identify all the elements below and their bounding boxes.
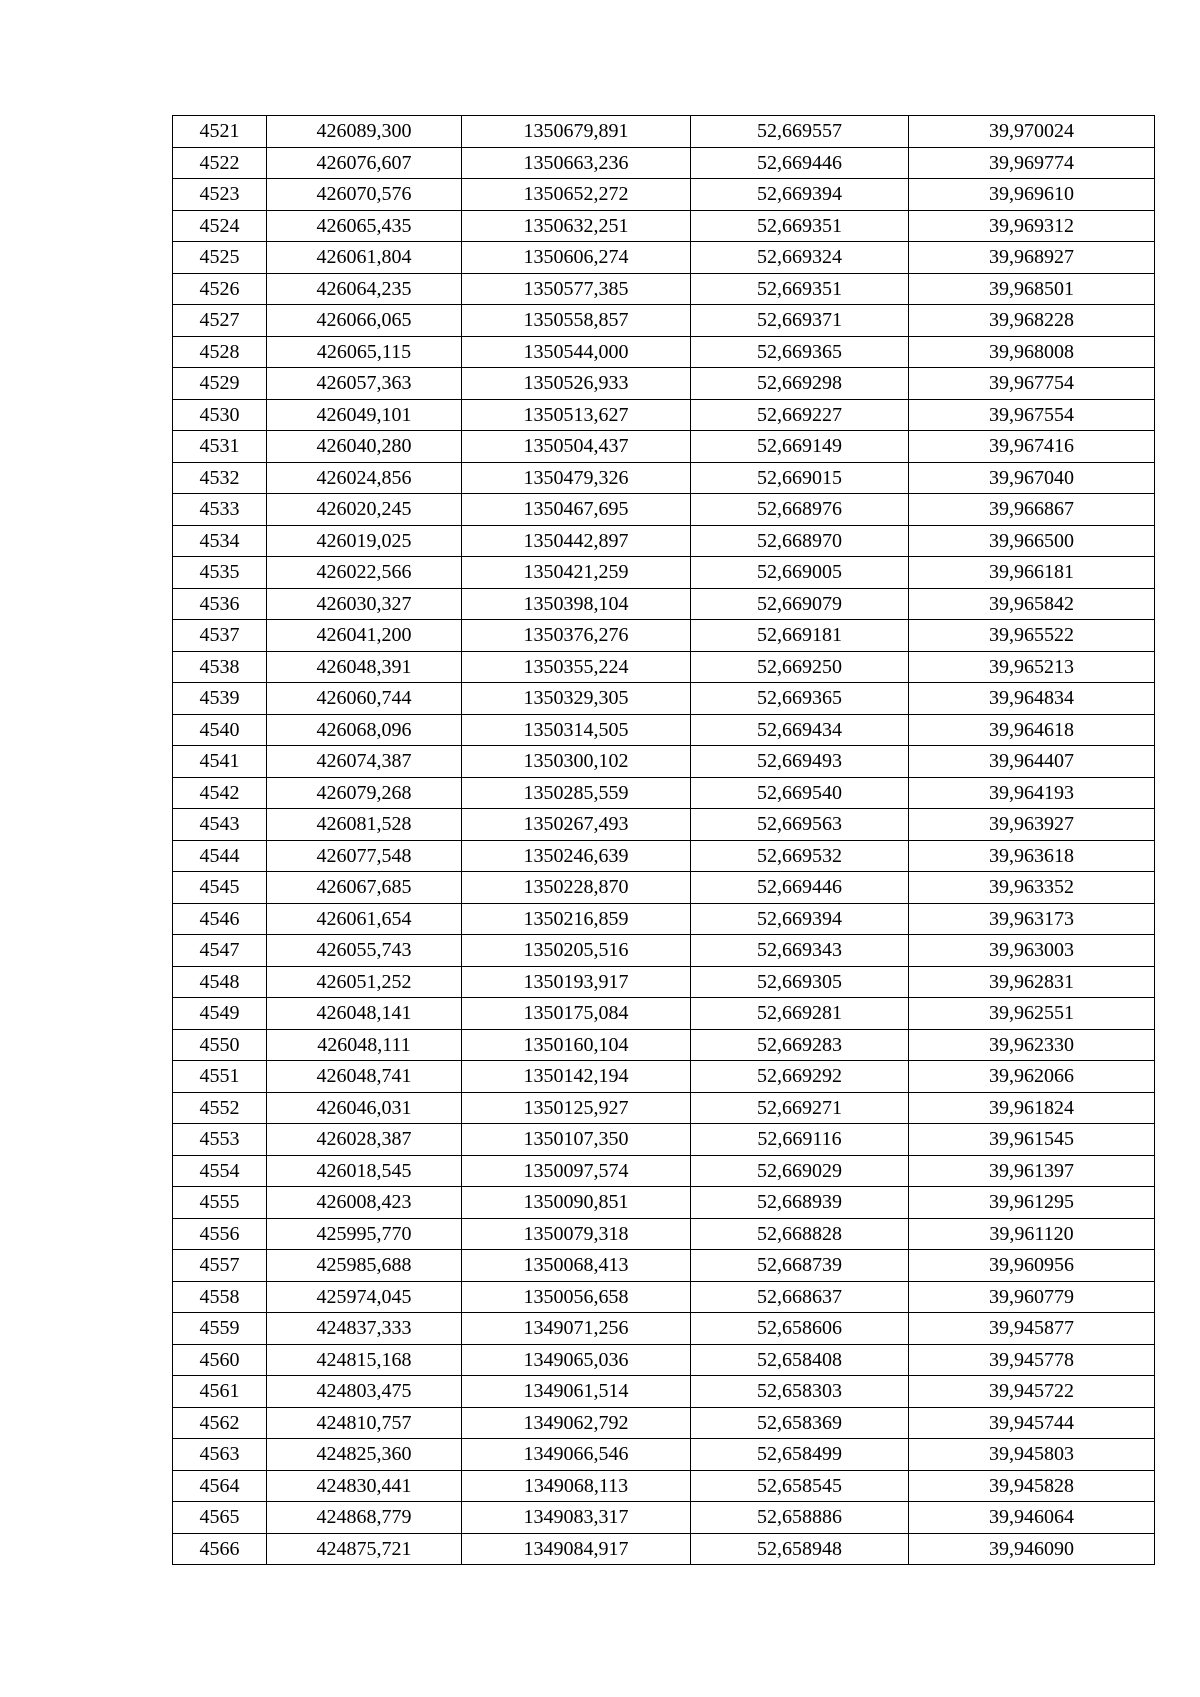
table-row xyxy=(173,431,1155,463)
y-coordinate-cell: 1350376,276 xyxy=(462,620,691,652)
latitude-cell: 52,669149 xyxy=(691,431,909,463)
x-coordinate-cell: 426048,391 xyxy=(267,651,462,683)
longitude-cell: 39,945828 xyxy=(909,1470,1155,1502)
point-number-cell: 4550 xyxy=(173,1029,267,1061)
point-number-cell: 4523 xyxy=(173,179,267,211)
y-coordinate-cell: 1350107,350 xyxy=(462,1124,691,1156)
table-row xyxy=(173,1124,1155,1156)
table-row xyxy=(173,1502,1155,1534)
x-coordinate-cell: 426018,545 xyxy=(267,1155,462,1187)
table-row xyxy=(173,557,1155,589)
table-row xyxy=(173,1187,1155,1219)
table-row xyxy=(173,494,1155,526)
latitude-cell: 52,658886 xyxy=(691,1502,909,1534)
x-coordinate-cell: 426049,101 xyxy=(267,399,462,431)
y-coordinate-cell: 1350513,627 xyxy=(462,399,691,431)
point-number-cell: 4538 xyxy=(173,651,267,683)
latitude-cell: 52,669371 xyxy=(691,305,909,337)
latitude-cell: 52,668970 xyxy=(691,525,909,557)
latitude-cell: 52,658499 xyxy=(691,1439,909,1471)
point-number-cell: 4562 xyxy=(173,1407,267,1439)
table-row xyxy=(173,809,1155,841)
y-coordinate-cell: 1350160,104 xyxy=(462,1029,691,1061)
y-coordinate-cell: 1350355,224 xyxy=(462,651,691,683)
point-number-cell: 4543 xyxy=(173,809,267,841)
x-coordinate-cell: 425985,688 xyxy=(267,1250,462,1282)
y-coordinate-cell: 1350285,559 xyxy=(462,777,691,809)
y-coordinate-cell: 1350526,933 xyxy=(462,368,691,400)
x-coordinate-cell: 426040,280 xyxy=(267,431,462,463)
table-row xyxy=(173,651,1155,683)
table-row xyxy=(173,714,1155,746)
latitude-cell: 52,669351 xyxy=(691,273,909,305)
longitude-cell: 39,962551 xyxy=(909,998,1155,1030)
y-coordinate-cell: 1350216,859 xyxy=(462,903,691,935)
table-row xyxy=(173,588,1155,620)
y-coordinate-cell: 1349084,917 xyxy=(462,1533,691,1565)
latitude-cell: 52,668976 xyxy=(691,494,909,526)
x-coordinate-cell: 426089,300 xyxy=(267,116,462,148)
y-coordinate-cell: 1349062,792 xyxy=(462,1407,691,1439)
longitude-cell: 39,962330 xyxy=(909,1029,1155,1061)
x-coordinate-cell: 424875,721 xyxy=(267,1533,462,1565)
x-coordinate-cell: 426065,115 xyxy=(267,336,462,368)
y-coordinate-cell: 1350577,385 xyxy=(462,273,691,305)
x-coordinate-cell: 426066,065 xyxy=(267,305,462,337)
longitude-cell: 39,964618 xyxy=(909,714,1155,746)
point-number-cell: 4526 xyxy=(173,273,267,305)
y-coordinate-cell: 1350329,305 xyxy=(462,683,691,715)
x-coordinate-cell: 426008,423 xyxy=(267,1187,462,1219)
latitude-cell: 52,658545 xyxy=(691,1470,909,1502)
longitude-cell: 39,961545 xyxy=(909,1124,1155,1156)
y-coordinate-cell: 1350442,897 xyxy=(462,525,691,557)
y-coordinate-cell: 1350467,695 xyxy=(462,494,691,526)
longitude-cell: 39,964193 xyxy=(909,777,1155,809)
y-coordinate-cell: 1350097,574 xyxy=(462,1155,691,1187)
table-row xyxy=(173,273,1155,305)
x-coordinate-cell: 426028,387 xyxy=(267,1124,462,1156)
table-row xyxy=(173,840,1155,872)
x-coordinate-cell: 426070,576 xyxy=(267,179,462,211)
longitude-cell: 39,964834 xyxy=(909,683,1155,715)
longitude-cell: 39,945744 xyxy=(909,1407,1155,1439)
latitude-cell: 52,669250 xyxy=(691,651,909,683)
point-number-cell: 4563 xyxy=(173,1439,267,1471)
longitude-cell: 39,961120 xyxy=(909,1218,1155,1250)
point-number-cell: 4533 xyxy=(173,494,267,526)
table-row xyxy=(173,242,1155,274)
point-number-cell: 4544 xyxy=(173,840,267,872)
y-coordinate-cell: 1350544,000 xyxy=(462,336,691,368)
point-number-cell: 4536 xyxy=(173,588,267,620)
x-coordinate-cell: 426046,031 xyxy=(267,1092,462,1124)
table-row xyxy=(173,1407,1155,1439)
latitude-cell: 52,669005 xyxy=(691,557,909,589)
point-number-cell: 4541 xyxy=(173,746,267,778)
table-row xyxy=(173,1470,1155,1502)
x-coordinate-cell: 426057,363 xyxy=(267,368,462,400)
table-row xyxy=(173,305,1155,337)
latitude-cell: 52,669394 xyxy=(691,903,909,935)
point-number-cell: 4542 xyxy=(173,777,267,809)
table-row xyxy=(173,179,1155,211)
y-coordinate-cell: 1350079,318 xyxy=(462,1218,691,1250)
y-coordinate-cell: 1350314,505 xyxy=(462,714,691,746)
x-coordinate-cell: 424825,360 xyxy=(267,1439,462,1471)
y-coordinate-cell: 1350558,857 xyxy=(462,305,691,337)
point-number-cell: 4565 xyxy=(173,1502,267,1534)
x-coordinate-cell: 426030,327 xyxy=(267,588,462,620)
y-coordinate-cell: 1349083,317 xyxy=(462,1502,691,1534)
table-row xyxy=(173,683,1155,715)
y-coordinate-cell: 1350205,516 xyxy=(462,935,691,967)
latitude-cell: 52,669305 xyxy=(691,966,909,998)
point-number-cell: 4527 xyxy=(173,305,267,337)
point-number-cell: 4548 xyxy=(173,966,267,998)
longitude-cell: 39,963173 xyxy=(909,903,1155,935)
y-coordinate-cell: 1350679,891 xyxy=(462,116,691,148)
point-number-cell: 4566 xyxy=(173,1533,267,1565)
longitude-cell: 39,969610 xyxy=(909,179,1155,211)
y-coordinate-cell: 1350228,870 xyxy=(462,872,691,904)
latitude-cell: 52,658369 xyxy=(691,1407,909,1439)
x-coordinate-cell: 426048,141 xyxy=(267,998,462,1030)
latitude-cell: 52,658303 xyxy=(691,1376,909,1408)
point-number-cell: 4524 xyxy=(173,210,267,242)
latitude-cell: 52,658606 xyxy=(691,1313,909,1345)
y-coordinate-cell: 1350267,493 xyxy=(462,809,691,841)
latitude-cell: 52,669116 xyxy=(691,1124,909,1156)
latitude-cell: 52,658948 xyxy=(691,1533,909,1565)
coordinates-table xyxy=(172,115,1155,1565)
x-coordinate-cell: 426019,025 xyxy=(267,525,462,557)
latitude-cell: 52,669298 xyxy=(691,368,909,400)
y-coordinate-cell: 1350479,326 xyxy=(462,462,691,494)
longitude-cell: 39,945877 xyxy=(909,1313,1155,1345)
point-number-cell: 4549 xyxy=(173,998,267,1030)
point-number-cell: 4546 xyxy=(173,903,267,935)
y-coordinate-cell: 1350652,272 xyxy=(462,179,691,211)
point-number-cell: 4547 xyxy=(173,935,267,967)
table-row xyxy=(173,1344,1155,1376)
latitude-cell: 52,669446 xyxy=(691,147,909,179)
table-row xyxy=(173,777,1155,809)
longitude-cell: 39,966181 xyxy=(909,557,1155,589)
x-coordinate-cell: 426060,744 xyxy=(267,683,462,715)
longitude-cell: 39,967554 xyxy=(909,399,1155,431)
longitude-cell: 39,945722 xyxy=(909,1376,1155,1408)
longitude-cell: 39,968228 xyxy=(909,305,1155,337)
longitude-cell: 39,965213 xyxy=(909,651,1155,683)
x-coordinate-cell: 425974,045 xyxy=(267,1281,462,1313)
latitude-cell: 52,669557 xyxy=(691,116,909,148)
longitude-cell: 39,969774 xyxy=(909,147,1155,179)
table-row xyxy=(173,1061,1155,1093)
table-row xyxy=(173,746,1155,778)
x-coordinate-cell: 426024,856 xyxy=(267,462,462,494)
table-row xyxy=(173,620,1155,652)
point-number-cell: 4529 xyxy=(173,368,267,400)
latitude-cell: 52,669015 xyxy=(691,462,909,494)
y-coordinate-cell: 1350175,084 xyxy=(462,998,691,1030)
coordinates-table-body xyxy=(173,116,1155,1565)
longitude-cell: 39,966867 xyxy=(909,494,1155,526)
latitude-cell: 52,669540 xyxy=(691,777,909,809)
longitude-cell: 39,967416 xyxy=(909,431,1155,463)
longitude-cell: 39,961824 xyxy=(909,1092,1155,1124)
point-number-cell: 4537 xyxy=(173,620,267,652)
x-coordinate-cell: 426061,654 xyxy=(267,903,462,935)
y-coordinate-cell: 1350246,639 xyxy=(462,840,691,872)
table-row xyxy=(173,935,1155,967)
point-number-cell: 4534 xyxy=(173,525,267,557)
point-number-cell: 4521 xyxy=(173,116,267,148)
longitude-cell: 39,963003 xyxy=(909,935,1155,967)
x-coordinate-cell: 426081,528 xyxy=(267,809,462,841)
point-number-cell: 4522 xyxy=(173,147,267,179)
table-row xyxy=(173,1092,1155,1124)
point-number-cell: 4555 xyxy=(173,1187,267,1219)
y-coordinate-cell: 1350056,658 xyxy=(462,1281,691,1313)
table-row xyxy=(173,525,1155,557)
y-coordinate-cell: 1350142,194 xyxy=(462,1061,691,1093)
point-number-cell: 4558 xyxy=(173,1281,267,1313)
table-row xyxy=(173,1250,1155,1282)
longitude-cell: 39,969312 xyxy=(909,210,1155,242)
point-number-cell: 4556 xyxy=(173,1218,267,1250)
latitude-cell: 52,669365 xyxy=(691,336,909,368)
y-coordinate-cell: 1349071,256 xyxy=(462,1313,691,1345)
table-row xyxy=(173,1155,1155,1187)
point-number-cell: 4539 xyxy=(173,683,267,715)
latitude-cell: 52,669434 xyxy=(691,714,909,746)
point-number-cell: 4552 xyxy=(173,1092,267,1124)
table-row xyxy=(173,872,1155,904)
point-number-cell: 4557 xyxy=(173,1250,267,1282)
longitude-cell: 39,961295 xyxy=(909,1187,1155,1219)
x-coordinate-cell: 426048,111 xyxy=(267,1029,462,1061)
latitude-cell: 52,669227 xyxy=(691,399,909,431)
y-coordinate-cell: 1349066,546 xyxy=(462,1439,691,1471)
longitude-cell: 39,945803 xyxy=(909,1439,1155,1471)
longitude-cell: 39,962831 xyxy=(909,966,1155,998)
longitude-cell: 39,964407 xyxy=(909,746,1155,778)
table-row xyxy=(173,368,1155,400)
x-coordinate-cell: 424868,779 xyxy=(267,1502,462,1534)
longitude-cell: 39,962066 xyxy=(909,1061,1155,1093)
latitude-cell: 52,669181 xyxy=(691,620,909,652)
x-coordinate-cell: 426065,435 xyxy=(267,210,462,242)
table-row xyxy=(173,1029,1155,1061)
point-number-cell: 4525 xyxy=(173,242,267,274)
x-coordinate-cell: 426051,252 xyxy=(267,966,462,998)
y-coordinate-cell: 1350663,236 xyxy=(462,147,691,179)
y-coordinate-cell: 1349061,514 xyxy=(462,1376,691,1408)
y-coordinate-cell: 1349068,113 xyxy=(462,1470,691,1502)
longitude-cell: 39,963618 xyxy=(909,840,1155,872)
longitude-cell: 39,967754 xyxy=(909,368,1155,400)
x-coordinate-cell: 426076,607 xyxy=(267,147,462,179)
longitude-cell: 39,946090 xyxy=(909,1533,1155,1565)
longitude-cell: 39,966500 xyxy=(909,525,1155,557)
table-row xyxy=(173,1313,1155,1345)
longitude-cell: 39,965842 xyxy=(909,588,1155,620)
latitude-cell: 52,668637 xyxy=(691,1281,909,1313)
point-number-cell: 4530 xyxy=(173,399,267,431)
x-coordinate-cell: 426079,268 xyxy=(267,777,462,809)
y-coordinate-cell: 1350300,102 xyxy=(462,746,691,778)
latitude-cell: 52,669343 xyxy=(691,935,909,967)
latitude-cell: 52,669029 xyxy=(691,1155,909,1187)
longitude-cell: 39,968008 xyxy=(909,336,1155,368)
y-coordinate-cell: 1350504,437 xyxy=(462,431,691,463)
x-coordinate-cell: 426055,743 xyxy=(267,935,462,967)
longitude-cell: 39,970024 xyxy=(909,116,1155,148)
latitude-cell: 52,669292 xyxy=(691,1061,909,1093)
x-coordinate-cell: 426022,566 xyxy=(267,557,462,589)
table-row xyxy=(173,998,1155,1030)
table-row xyxy=(173,1533,1155,1565)
point-number-cell: 4560 xyxy=(173,1344,267,1376)
x-coordinate-cell: 425995,770 xyxy=(267,1218,462,1250)
x-coordinate-cell: 426067,685 xyxy=(267,872,462,904)
table-row xyxy=(173,147,1155,179)
y-coordinate-cell: 1350125,927 xyxy=(462,1092,691,1124)
x-coordinate-cell: 424830,441 xyxy=(267,1470,462,1502)
longitude-cell: 39,967040 xyxy=(909,462,1155,494)
latitude-cell: 52,669394 xyxy=(691,179,909,211)
latitude-cell: 52,668939 xyxy=(691,1187,909,1219)
table-row xyxy=(173,966,1155,998)
latitude-cell: 52,669283 xyxy=(691,1029,909,1061)
point-number-cell: 4564 xyxy=(173,1470,267,1502)
y-coordinate-cell: 1350606,274 xyxy=(462,242,691,274)
x-coordinate-cell: 426077,548 xyxy=(267,840,462,872)
table-row xyxy=(173,1281,1155,1313)
table-row xyxy=(173,336,1155,368)
point-number-cell: 4559 xyxy=(173,1313,267,1345)
latitude-cell: 52,669532 xyxy=(691,840,909,872)
latitude-cell: 52,658408 xyxy=(691,1344,909,1376)
y-coordinate-cell: 1350632,251 xyxy=(462,210,691,242)
x-coordinate-cell: 424810,757 xyxy=(267,1407,462,1439)
longitude-cell: 39,945778 xyxy=(909,1344,1155,1376)
point-number-cell: 4528 xyxy=(173,336,267,368)
point-number-cell: 4531 xyxy=(173,431,267,463)
x-coordinate-cell: 426048,741 xyxy=(267,1061,462,1093)
x-coordinate-cell: 426064,235 xyxy=(267,273,462,305)
latitude-cell: 52,668828 xyxy=(691,1218,909,1250)
y-coordinate-cell: 1349065,036 xyxy=(462,1344,691,1376)
x-coordinate-cell: 424815,168 xyxy=(267,1344,462,1376)
point-number-cell: 4532 xyxy=(173,462,267,494)
table-row xyxy=(173,903,1155,935)
point-number-cell: 4545 xyxy=(173,872,267,904)
latitude-cell: 52,669079 xyxy=(691,588,909,620)
x-coordinate-cell: 426074,387 xyxy=(267,746,462,778)
table-row xyxy=(173,1218,1155,1250)
x-coordinate-cell: 426068,096 xyxy=(267,714,462,746)
x-coordinate-cell: 426041,200 xyxy=(267,620,462,652)
latitude-cell: 52,669446 xyxy=(691,872,909,904)
longitude-cell: 39,960956 xyxy=(909,1250,1155,1282)
table-row xyxy=(173,210,1155,242)
point-number-cell: 4553 xyxy=(173,1124,267,1156)
table-row xyxy=(173,399,1155,431)
longitude-cell: 39,963352 xyxy=(909,872,1155,904)
table-row xyxy=(173,1376,1155,1408)
x-coordinate-cell: 424803,475 xyxy=(267,1376,462,1408)
y-coordinate-cell: 1350193,917 xyxy=(462,966,691,998)
point-number-cell: 4535 xyxy=(173,557,267,589)
latitude-cell: 52,669563 xyxy=(691,809,909,841)
x-coordinate-cell: 426061,804 xyxy=(267,242,462,274)
y-coordinate-cell: 1350090,851 xyxy=(462,1187,691,1219)
latitude-cell: 52,669281 xyxy=(691,998,909,1030)
x-coordinate-cell: 426020,245 xyxy=(267,494,462,526)
latitude-cell: 52,669365 xyxy=(691,683,909,715)
table-row xyxy=(173,462,1155,494)
point-number-cell: 4540 xyxy=(173,714,267,746)
latitude-cell: 52,669271 xyxy=(691,1092,909,1124)
latitude-cell: 52,669493 xyxy=(691,746,909,778)
longitude-cell: 39,968927 xyxy=(909,242,1155,274)
longitude-cell: 39,963927 xyxy=(909,809,1155,841)
longitude-cell: 39,968501 xyxy=(909,273,1155,305)
longitude-cell: 39,960779 xyxy=(909,1281,1155,1313)
point-number-cell: 4554 xyxy=(173,1155,267,1187)
longitude-cell: 39,965522 xyxy=(909,620,1155,652)
x-coordinate-cell: 424837,333 xyxy=(267,1313,462,1345)
table-row xyxy=(173,116,1155,148)
point-number-cell: 4561 xyxy=(173,1376,267,1408)
latitude-cell: 52,669351 xyxy=(691,210,909,242)
y-coordinate-cell: 1350421,259 xyxy=(462,557,691,589)
latitude-cell: 52,669324 xyxy=(691,242,909,274)
point-number-cell: 4551 xyxy=(173,1061,267,1093)
longitude-cell: 39,946064 xyxy=(909,1502,1155,1534)
longitude-cell: 39,961397 xyxy=(909,1155,1155,1187)
table-row xyxy=(173,1439,1155,1471)
y-coordinate-cell: 1350398,104 xyxy=(462,588,691,620)
latitude-cell: 52,668739 xyxy=(691,1250,909,1282)
y-coordinate-cell: 1350068,413 xyxy=(462,1250,691,1282)
